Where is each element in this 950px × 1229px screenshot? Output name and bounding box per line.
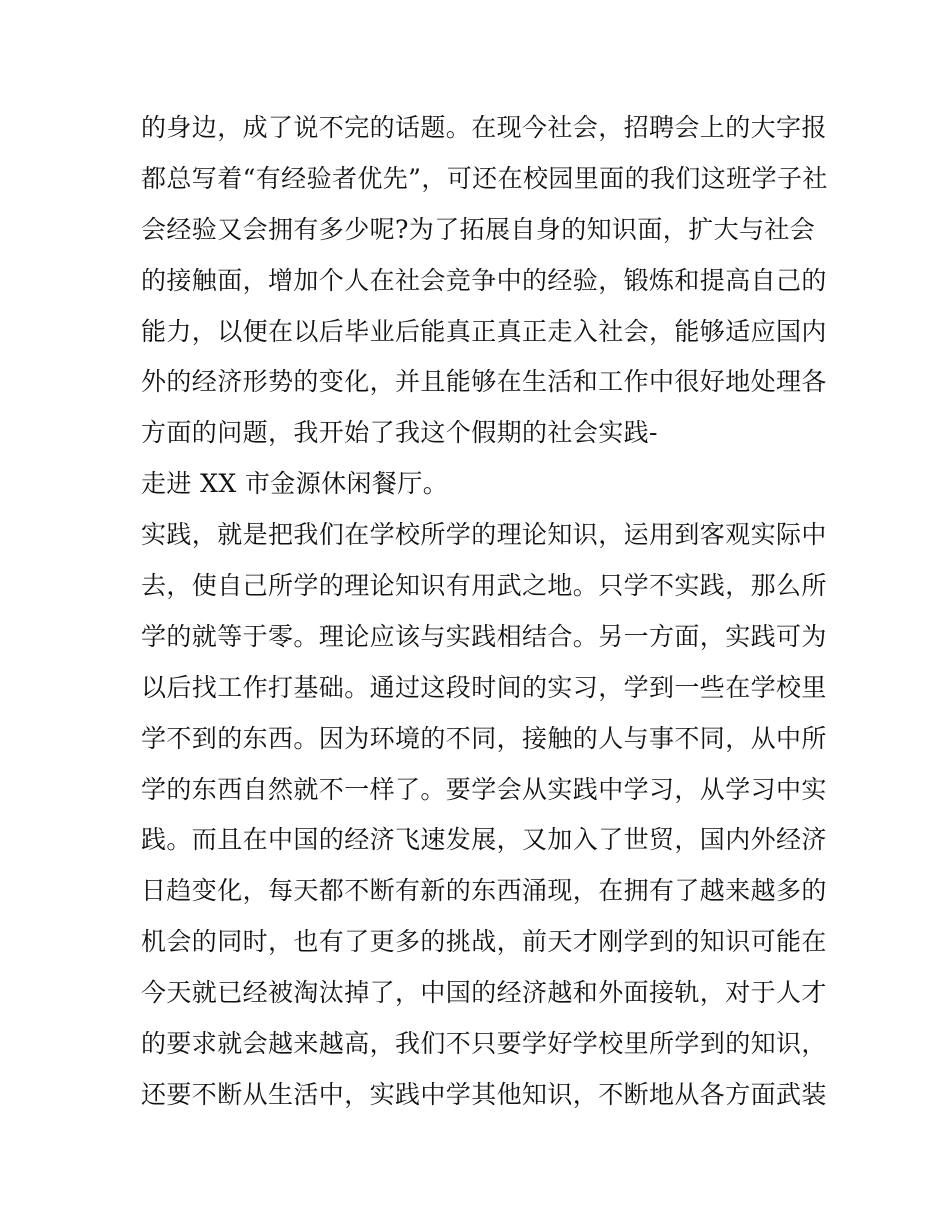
text-line: 学的东西自然就不一样了。要学会从实践中学习，从学习中实 (141, 774, 827, 804)
text-line: 今天就已经被淘汰掉了，中国的经济越和外面接轨，对于人才 (141, 978, 827, 1008)
text-line: 还要不断从生活中，实践中学其他知识，不断地从各方面武装 (141, 1079, 827, 1109)
text-line: 实践，就是把我们在学校所学的理论知识，运用到客观实际中 (141, 520, 827, 550)
text-line: 机会的同时，也有了更多的挑战，前天才刚学到的知识可能在 (141, 927, 827, 957)
text-line: 会经验又会拥有多少呢?为了拓展自身的知识面，扩大与社会 (141, 214, 816, 244)
text-line: 能力，以便在以后毕业后能真正真正走入社会，能够适应国内 (141, 316, 827, 346)
text-line: 的要求就会越来越高，我们不只要学好学校里所学到的知识， (141, 1029, 827, 1059)
text-line: 方面的问题，我开始了我这个假期的社会实践- (141, 418, 658, 448)
text-line: 践。而且在中国的经济飞速发展，又加入了世贸，国内外经济 (141, 825, 827, 855)
text-line: 去，使自己所学的理论知识有用武之地。只学不实践，那么所 (141, 571, 827, 601)
text-line: 走进 XX 市金源休闲餐厅。 (141, 469, 449, 499)
text-line: 都总写着“有经验者优先”，可还在校园里面的我们这班学子社 (141, 163, 828, 193)
text-line: 外的经济形势的变化，并且能够在生活和工作中很好地处理各 (141, 367, 827, 397)
text-line: 的接触面，增加个人在社会竞争中的经验，锻炼和提高自己的 (141, 265, 827, 295)
text-line: 以后找工作打基础。通过这段时间的实习，学到一些在学校里 (141, 672, 827, 702)
text-line: 的身边，成了说不完的话题。在现今社会，招聘会上的大字报 (141, 113, 827, 142)
body-text (141, 103, 828, 1121)
text-line: 学不到的东西。因为环境的不同，接触的人与事不同，从中所 (141, 723, 827, 753)
text-line: 日趋变化，每天都不断有新的东西涌现，在拥有了越来越多的 (141, 876, 827, 906)
text-line: 学的就等于零。理论应该与实践相结合。另一方面，实践可为 (141, 621, 827, 651)
